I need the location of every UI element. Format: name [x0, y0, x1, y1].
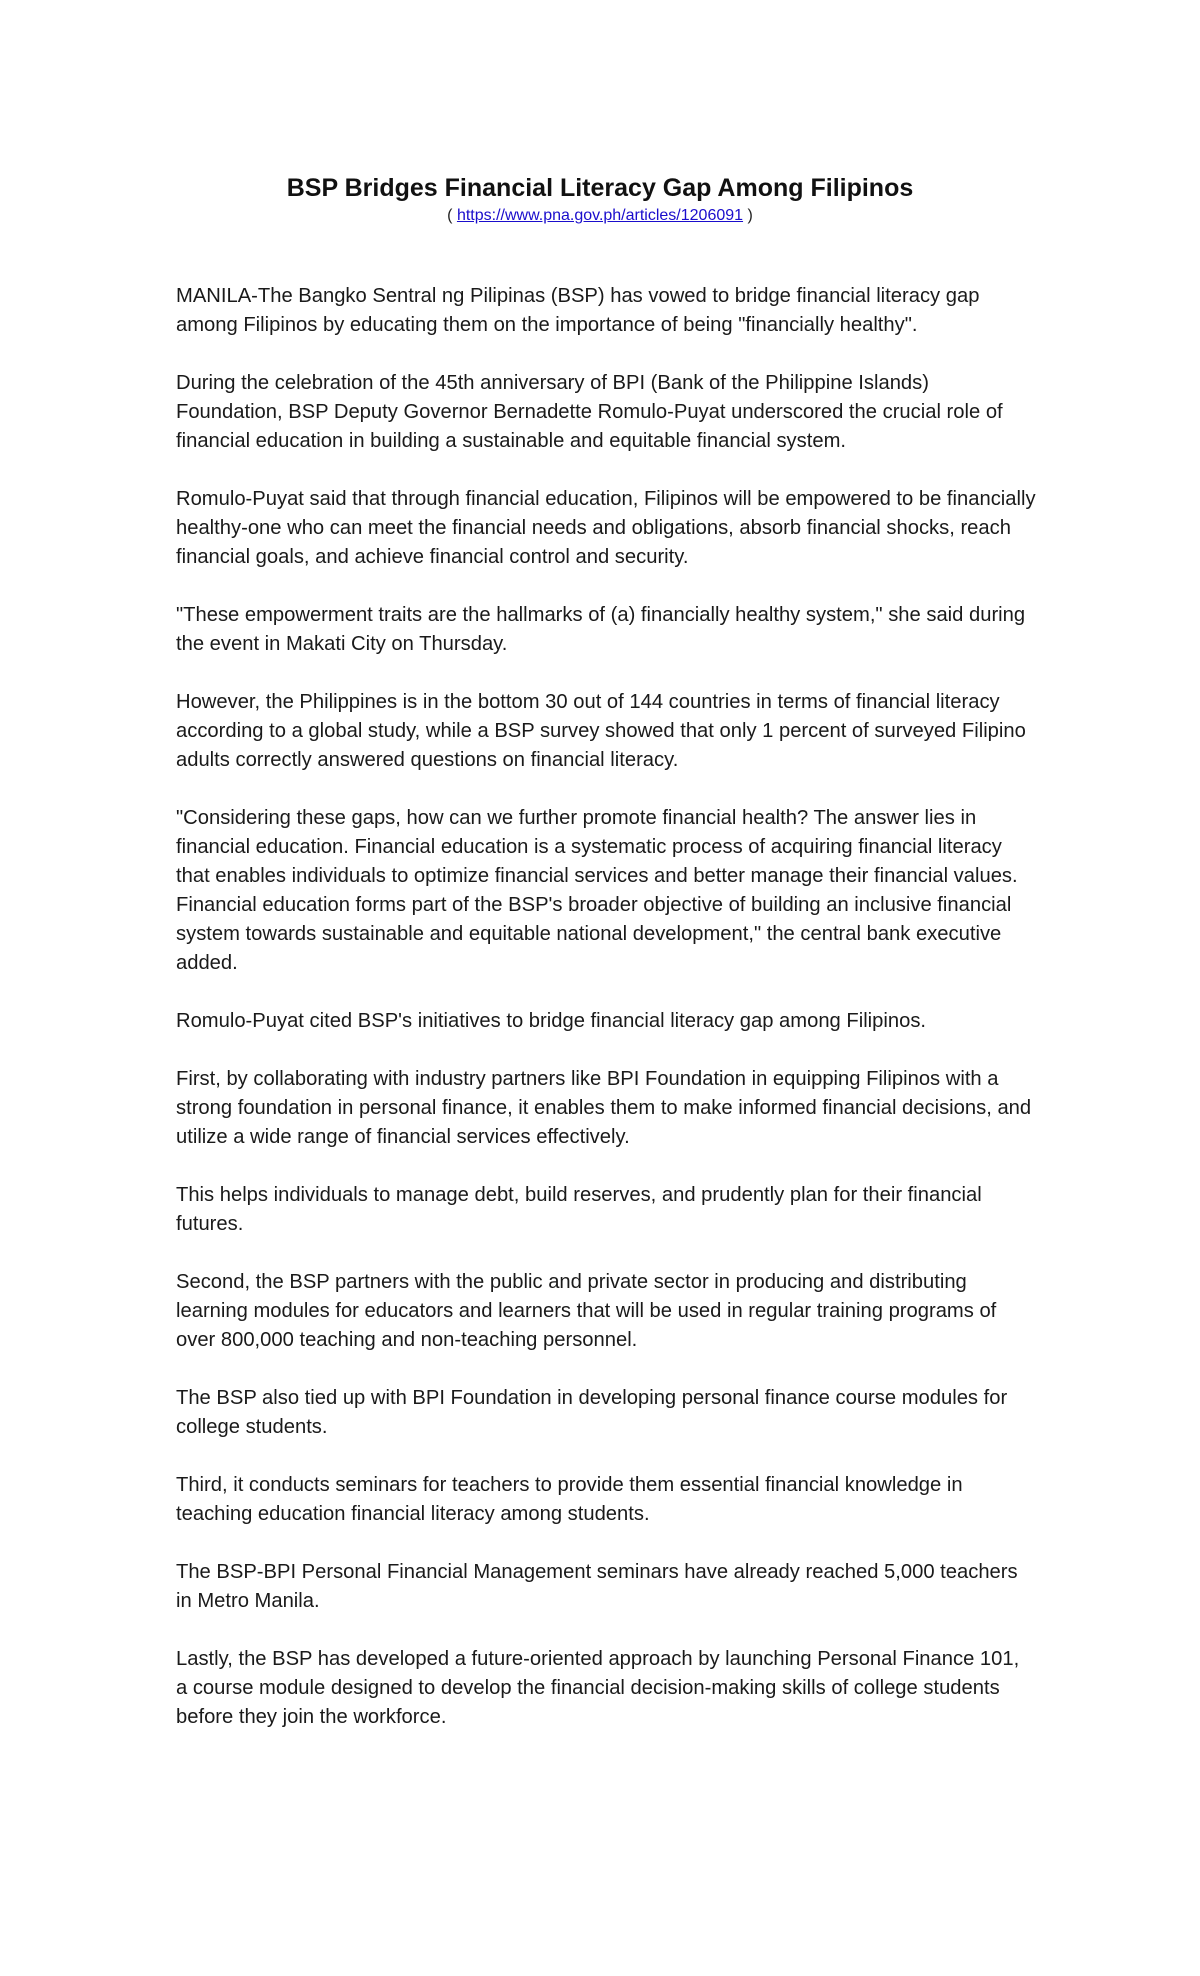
paragraph: First, by collaborating with industry partners like BPI Foundation in equipping Filipinos with a strong foundation in personal finance, it enables them to make informed financial decisions, and utilize a wide range of financial services effectively. — [176, 1068, 1032, 1148]
paragraph: Romulo-Puyat said that through financial education, Filipinos will be empowered to be financially healthy-one who can meet the financial needs and obligations, absorb financial shocks, reach financial goals, and achieve financial control and security. — [176, 488, 1036, 568]
paragraph: The BSP also tied up with BPI Foundation in developing personal finance course modules for college students. — [176, 1387, 1008, 1438]
paragraph: Romulo-Puyat cited BSP's initiatives to bridge financial literacy gap among Filipinos. — [176, 1010, 927, 1032]
paragraph: "These empowerment traits are the hallmarks of (a) financially healthy system," she said during the event in Makati City on Thursday. — [176, 604, 1026, 655]
article-source — [0, 205, 1200, 227]
source-open-paren: ( — [447, 207, 457, 224]
source-link[interactable]: https://www.pna.gov.ph/articles/1206091 — [456, 207, 744, 224]
article-title: BSP Bridges Financial Literacy Gap Among Filipinos — [286, 174, 914, 202]
paragraph: The BSP-BPI Personal Financial Management seminars have already reached 5,000 teachers in Metro Manila. — [176, 1561, 1018, 1612]
paragraph: Lastly, the BSP has developed a future-oriented approach by launching Personal Finance 101, a course module designed to develop the financial decision-making skills of college students before they join the workforce. — [176, 1648, 1020, 1728]
article-body — [176, 282, 1036, 1761]
source-close-paren: ) — [743, 207, 753, 224]
paragraph: MANILA-The Bangko Sentral ng Pilipinas (BSP) has vowed to bridge financial literacy gap among Filipinos by educating them on the importance of being "financially healthy". — [176, 285, 980, 336]
paragraph: Second, the BSP partners with the public and private sector in producing and distributing learning modules for educators and learners that will be used in regular training programs of over 800,000 teaching and non-teaching personnel. — [176, 1271, 997, 1351]
paragraph: This helps individuals to manage debt, build reserves, and prudently plan for their financial futures. — [176, 1184, 982, 1235]
paragraph: Third, it conducts seminars for teachers to provide them essential financial knowledge in teaching education financial literacy among students. — [176, 1474, 963, 1525]
paragraph: "Considering these gaps, how can we further promote financial health? The answer lies in financial education. Financial education is a systematic process of acquiring financial literacy that enables individuals to optimize financial services and better manage their financial values. Financial education forms part of the BSP's broader objective of building an inclusive financial system towards sustainable and equitable national development," the central bank executive added. — [176, 807, 1018, 974]
paragraph: During the celebration of the 45th anniversary of BPI (Bank of the Philippine Islands) Foundation, BSP Deputy Governor Bernadette Romulo-Puyat underscored the crucial role of financial education in building a sustainable and equitable financial system. — [176, 372, 1003, 452]
paragraph: However, the Philippines is in the bottom 30 out of 144 countries in terms of financial literacy according to a global study, while a BSP survey showed that only 1 percent of surveyed Filipino adults correctly answered questions on financial literacy. — [176, 691, 1026, 771]
